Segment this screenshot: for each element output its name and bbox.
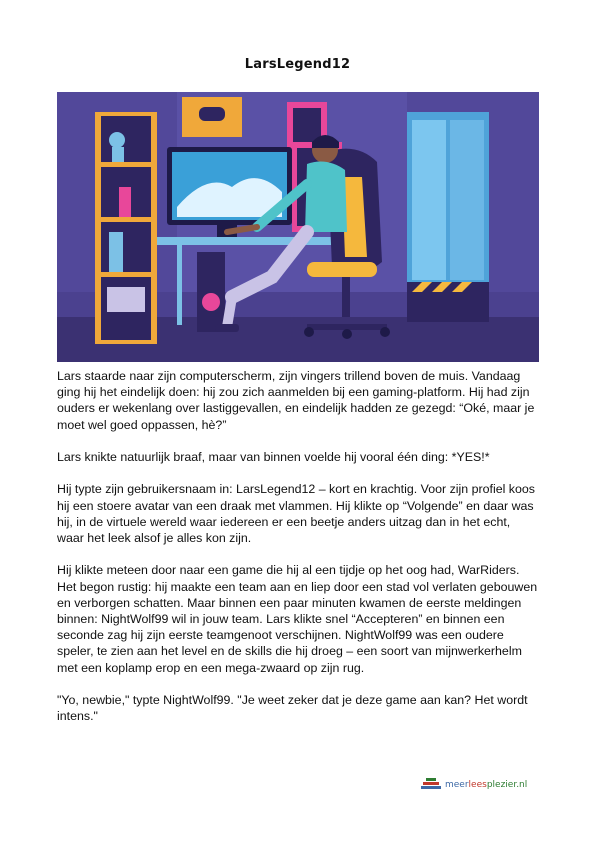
story-paragraph: Lars staarde naar zijn computerscherm, zijn vingers trillend boven de muis. Vandaag ging hij het eindelijk doen: hij zou zich aanmelden bij een gaming-platform. Hij had zijn ouders er wekenlang over lastiggevallen, en eindelijk hadden ze gezegd: “Oké, maar je moet wel goed oppassen, hè?” — [57, 369, 535, 432]
brand-part-plezier: plezier.nl — [486, 780, 528, 790]
story-paragraph: Hij klikte meteen door naar een game die hij al een tijdje op het oog had, WarRiders. Het begon rustig: hij maakte een team aan en liep door een stad vol verlaten gebouwen en verborgen schatten. Maar binnen een paar minuten kwamen de eerste meldingen binnen: NightWolf99 wil in jouw team. Lars klikte snel “Accepteren” en binnen een seconde zag hij zijn eerste teamgenoot verschijnen. NightWolf99 was een oudere speler, te zien aan het level en de skills die hij droeg – een soort van mijnwerkerhelm met een koplamp erop en een mega-zwaard op zijn rug. — [57, 563, 538, 675]
story-paragraph: "Yo, newbie," typte NightWolf99. "Je weet zeker dat je deze game aan kan? Het wordt intens." — [57, 693, 528, 724]
story-text — [57, 368, 539, 741]
gamer-illustration — [57, 92, 539, 362]
shelf — [95, 112, 157, 344]
page-title: LarsLegend12 — [244, 57, 351, 72]
book-stack-icon — [420, 778, 442, 793]
cabinet — [407, 112, 489, 322]
story-paragraph: Hij typte zijn gebruikersnaam in: LarsLegend12 – kort en krachtig. Voor zijn profiel koos hij een stoere avatar van een draak met vlammen. Hij klikte op “Volgende” en daar was hij, in de virtuele wereld waar iedereen er een beetje anders uitzag dan in het echt, waar het leek alsof je alles kon zijn. — [57, 482, 535, 545]
brand-part-meer: meer — [445, 780, 469, 790]
brand-part-lees: lees — [468, 780, 487, 790]
story-paragraph: Lars knikte natuurlijk braaf, maar van binnen voelde hij vooral één ding: *YES!* — [57, 450, 490, 464]
brand-logo — [420, 778, 527, 792]
